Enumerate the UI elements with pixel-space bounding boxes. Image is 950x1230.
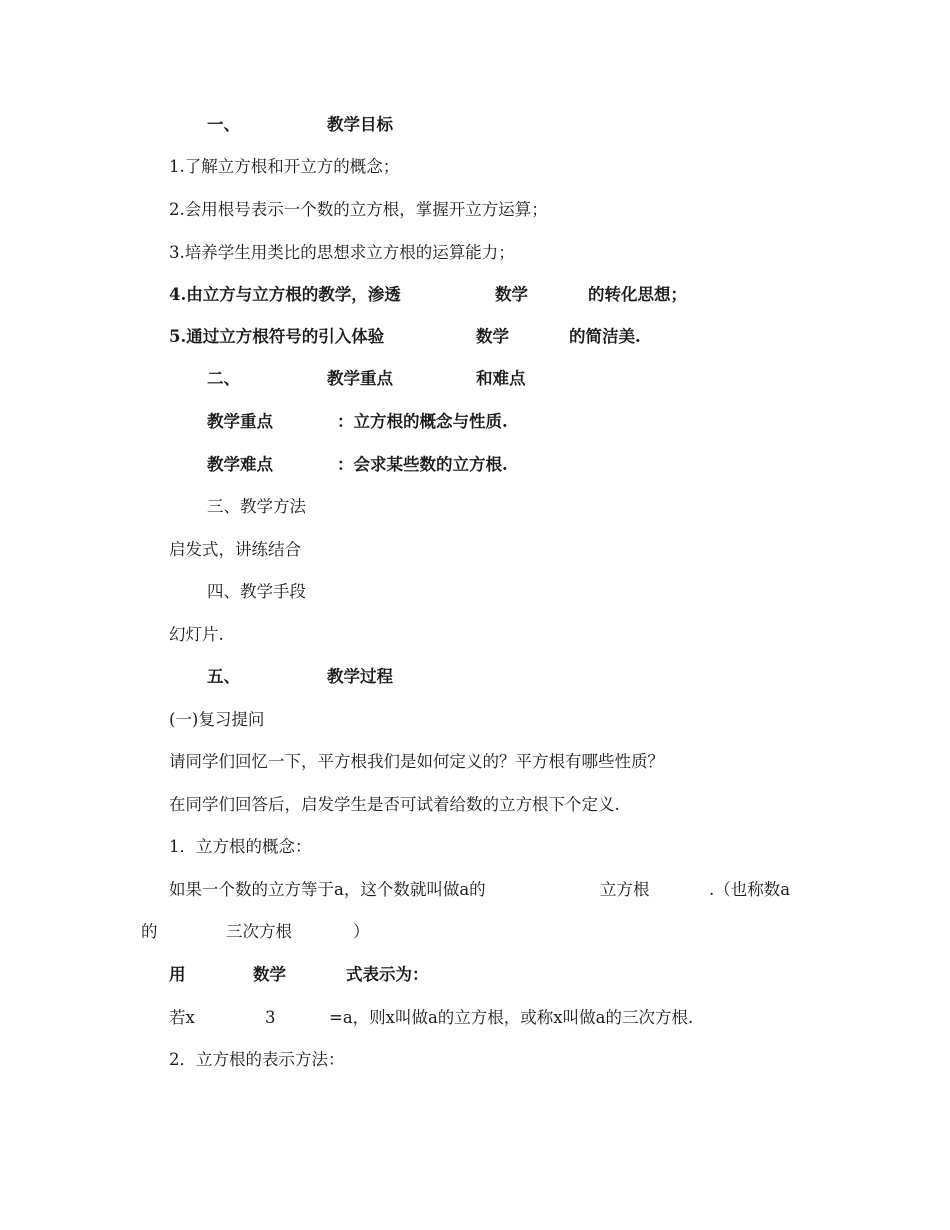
section-number: 二、 <box>207 369 240 388</box>
section-title: 教学目标 <box>327 115 393 134</box>
definition-line-2 <box>0 922 950 944</box>
definition-line-1 <box>0 880 950 902</box>
goal-5 <box>0 327 950 349</box>
cube-part-b: 3 <box>265 1008 276 1027</box>
review-after: 在同学们回答后，启发学生是否可试着给数的立方根下个定义. <box>169 795 620 814</box>
section-3-heading: 三、教学方法 <box>207 497 306 516</box>
goal-3: 3.培养学生用类比的思想求立方根的运算能力； <box>169 243 515 262</box>
goal-2: 2.会用根号表示一个数的立方根，掌握开立方运算； <box>169 200 548 219</box>
cube-part-a: 若x <box>169 1008 195 1027</box>
goal-1: 1.了解立方根和开立方的概念； <box>169 157 400 176</box>
key-point-label: 教学重点 <box>207 412 273 431</box>
section-title: 教学重点 <box>327 369 393 388</box>
definition-part-a: 如果一个数的立方等于a，这个数就叫做a的 <box>169 880 486 899</box>
review-question: 请同学们回忆一下，平方根我们是如何定义的？平方根有哪些性质？ <box>169 752 664 771</box>
section-title: 教学过程 <box>327 667 393 686</box>
teaching-method: 启发式，讲练结合 <box>169 540 301 559</box>
concept-title: 1．立方根的概念： <box>169 837 312 856</box>
section-1-heading <box>0 115 950 137</box>
goal-5-part-c: 的简洁美. <box>569 327 641 346</box>
math-expr-part-a: 用 <box>169 965 186 984</box>
section-4-heading: 四、教学手段 <box>207 582 306 601</box>
definition-2-part-a: 的 <box>141 922 158 941</box>
math-expr-part-b: 数学 <box>253 965 286 984</box>
section-number: 五、 <box>207 667 240 686</box>
math-expr-part-c: 式表示为： <box>346 965 429 984</box>
key-point-text: ：立方根的概念与性质. <box>337 412 508 431</box>
teaching-means: 幻灯片. <box>169 625 224 644</box>
cube-part-c: =a，则x叫做a的立方根，或称x叫做a的三次方根. <box>329 1008 694 1027</box>
section-title-tail: 和难点 <box>476 369 526 388</box>
cube-root-statement <box>0 1008 950 1030</box>
difficulty-text: ：会求某些数的立方根. <box>337 455 508 474</box>
section-5-heading <box>0 667 950 689</box>
definition-part-c: .（也称数a <box>709 880 791 899</box>
section-2-heading <box>0 369 950 391</box>
definition-2-part-b: 三次方根 <box>226 922 292 941</box>
goal-4-part-a: 4.由立方与立方根的教学，渗透 <box>169 285 401 304</box>
goal-5-part-b: 数学 <box>476 327 509 346</box>
definition-part-b: 立方根 <box>600 880 650 899</box>
key-point <box>0 412 950 434</box>
goal-5-part-a: 5.通过立方根符号的引入体验 <box>169 327 385 346</box>
goal-4-part-c: 的转化思想； <box>588 285 687 304</box>
math-expression-line <box>0 965 950 987</box>
section-number: 一、 <box>207 115 240 134</box>
review-title: (一)复习提问 <box>169 710 265 729</box>
difficulty-label: 教学难点 <box>207 455 273 474</box>
goal-4-part-b: 数学 <box>495 285 528 304</box>
definition-2-part-c: ） <box>353 922 370 941</box>
representation-title: 2．立方根的表示方法： <box>169 1050 345 1069</box>
goal-4 <box>0 285 950 307</box>
difficulty <box>0 455 950 477</box>
